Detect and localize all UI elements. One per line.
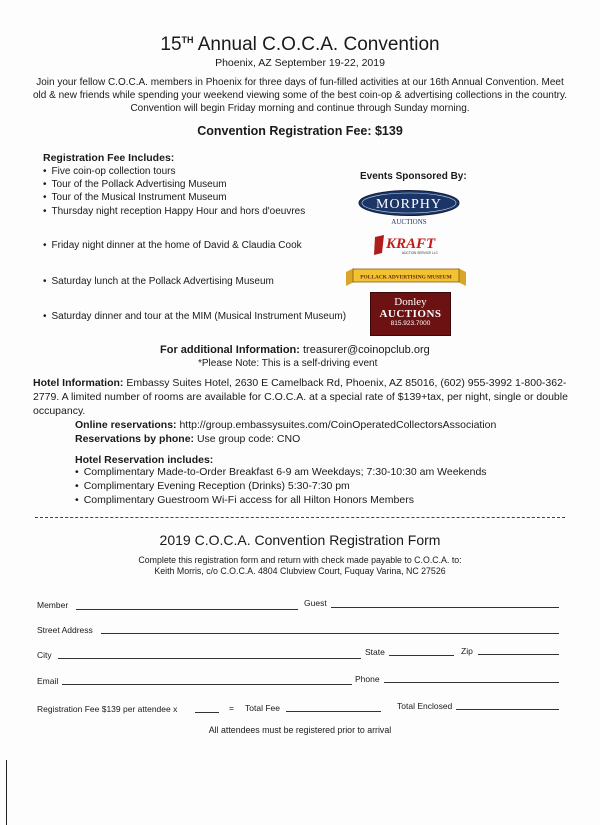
additional-info: For additional Information: treasurer@coinopclub.org xyxy=(160,344,430,356)
guest-label: Guest xyxy=(304,598,327,608)
list-item: • Friday night dinner at the home of David & Claudia Cook xyxy=(43,240,302,251)
form-instructions: Complete this registration form and return with check made payable to C.O.C.A. to: Keith Morris, c/o C.O.C.A. 4804 Clubview Court, Fuquay Varina, NC 27526 xyxy=(138,555,462,576)
donley-logo-phone: 815.923.7000 xyxy=(390,320,431,327)
event-date-location: Phoenix, AZ September 19-22, 2019 xyxy=(215,57,385,69)
scan-edge-mark xyxy=(6,760,7,825)
list-item: • Complimentary Evening Reception (Drinks) 5:30-7:30 pm xyxy=(75,480,350,492)
list-item: • Complimentary Guestroom Wi-Fi access for all Hilton Honors Members xyxy=(75,494,414,506)
total-enclosed-field[interactable] xyxy=(456,709,559,710)
registration-fee-heading: Convention Registration Fee: $139 xyxy=(197,124,403,138)
cut-line-divider xyxy=(35,517,565,518)
contact-email: treasurer@coinopclub.org xyxy=(299,344,430,356)
member-label: Member xyxy=(37,600,69,610)
morphy-logo-sub: AUCTIONS xyxy=(391,218,427,226)
list-item: • Tour of the Musical Instrument Museum xyxy=(43,192,227,203)
email-label: Email xyxy=(37,676,59,686)
intro-paragraph: Join your fellow C.O.C.A. members in Phoenix for three days of fun-filled activities at our 16th Annual Convention. Meet old & new friends while spending your weekend viewing some of the best coin-op & advertising collections in the country. Convention will begin Friday morning and continue through Sunday morning. xyxy=(33,77,567,114)
list-item: • Complimentary Made-to-Order Breakfast 6-9 am Weekdays; 7:30-10:30 am Weekends xyxy=(75,466,487,478)
kraft-logo-name: KRAFT xyxy=(386,236,436,252)
self-driving-note: *Please Note: This is a self-driving event xyxy=(198,358,378,369)
sponsors-heading: Events Sponsored By: xyxy=(360,171,467,182)
list-item: • Saturday dinner and tour at the MIM (Musical Instrument Museum) xyxy=(43,311,346,322)
zip-field[interactable] xyxy=(478,654,559,655)
pollack-logo-name: POLLACK ADVERTISING MUSEUM xyxy=(360,274,452,281)
hotel-includes-heading: Hotel Reservation includes: xyxy=(75,454,214,466)
registration-requirement-note: All attendees must be registered prior to arrival xyxy=(208,725,392,735)
reservation-url: http://group.embassysuites.com/CoinOperatedCollectorsAssociation xyxy=(176,419,497,431)
street-address-label: Street Address xyxy=(37,625,93,635)
morphy-auctions-logo xyxy=(357,189,461,227)
form-title: 2019 C.O.C.A. Convention Registration Form xyxy=(159,532,441,548)
zip-label: Zip xyxy=(461,646,473,656)
kraft-auction-logo xyxy=(372,233,450,257)
phone-field[interactable] xyxy=(384,682,559,683)
hotel-information: Hotel Information: Embassy Suites Hotel, 2630 E Camelback Rd, Phoenix, AZ 85016, (602) 955-3992 1-800-362-2779. A limited number of rooms are available for C.O.C.A. at a special rate of $139+tax, per night, single or double occupancy. xyxy=(33,377,568,417)
fee-includes-heading: Registration Fee Includes: xyxy=(43,152,175,164)
phone-reservations: Reservations by phone: Use group code: CNO xyxy=(75,433,301,445)
city-label: City xyxy=(37,650,52,660)
list-item: • Thursday night reception Happy Hour and hors d'oeuvres xyxy=(43,206,305,217)
donley-logo-line2: AUCTIONS xyxy=(379,308,442,320)
city-field[interactable] xyxy=(58,658,361,659)
list-item: • Five coin-op collection tours xyxy=(43,166,175,177)
list-item: • Saturday lunch at the Pollack Advertising Museum xyxy=(43,276,274,287)
email-field[interactable] xyxy=(62,684,352,685)
state-field[interactable] xyxy=(389,655,454,656)
donley-auctions-logo xyxy=(370,292,451,336)
phone-label: Phone xyxy=(355,674,380,684)
fee-per-attendee-label: Registration Fee $139 per attendee x xyxy=(37,704,178,714)
donley-logo-line1: Donley xyxy=(394,296,427,308)
street-address-field[interactable] xyxy=(101,633,559,634)
total-fee-field[interactable] xyxy=(286,711,381,712)
member-field[interactable] xyxy=(76,609,298,610)
total-enclosed-label: Total Enclosed xyxy=(397,701,453,711)
pollack-museum-logo xyxy=(344,266,468,288)
attendee-count-field[interactable] xyxy=(195,712,219,713)
total-fee-label: Total Fee xyxy=(245,703,280,713)
equals-sign: = xyxy=(229,703,234,713)
state-label: State xyxy=(365,647,385,657)
morphy-logo-name: MORPHY xyxy=(376,197,442,212)
online-reservations: Online reservations: http://group.embassysuites.com/CoinOperatedCollectorsAssociation xyxy=(75,419,497,431)
kraft-logo-sub: AUCTION SERVICE LLC xyxy=(402,251,438,255)
guest-field[interactable] xyxy=(331,607,559,608)
page-title: 15TH Annual C.O.C.A. Convention xyxy=(160,34,440,55)
list-item: • Tour of the Pollack Advertising Museum xyxy=(43,179,227,190)
